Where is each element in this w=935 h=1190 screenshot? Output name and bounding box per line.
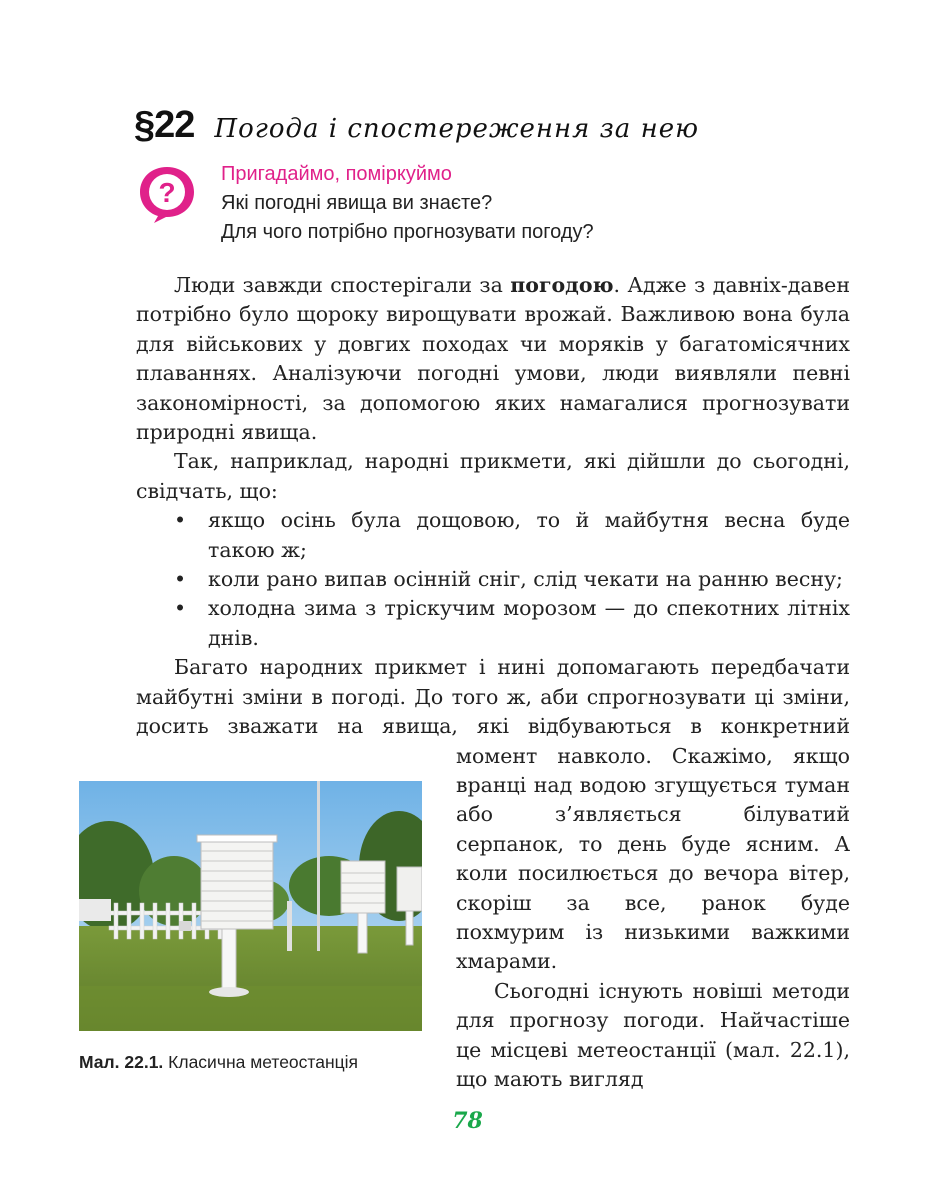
list-item — [136, 506, 850, 565]
list-item-text: коли рано випав осінній сніг, слід чекати на ранню весну; — [208, 567, 843, 592]
paragraph: Так, наприклад, народні прикмети, які дійшли до сьогодні, свідчать, що: — [136, 449, 850, 503]
recall-question: Які погодні явища ви знаєте? — [221, 192, 493, 214]
figure-caption-text: Класична метеостанція — [163, 1052, 359, 1072]
list-item — [136, 594, 850, 653]
paragraph-text: Багато народних прикмет і нині допомагають передбачати майбутні зміни в погоді. До того ж, аби спрогнозувати ці зміни, досить зважати на явища, які відбуваються в конкретний момент навколо. Скажімо, якщо вранці над водою згущується туман або з’являється білуватий серпанок, то день буде ясним. А коли посилюється до вечора вітер, скоріш за все, ранок буде похмурим із низькими важкими хмарами. — [136, 655, 850, 974]
svg-text:?: ? — [158, 177, 176, 208]
folk-signs-list — [136, 506, 850, 653]
recall-block — [221, 160, 594, 247]
list-item-text: холодна зима з тріскучим морозом — до спекотних літніх днів. — [208, 596, 850, 650]
paragraph — [136, 653, 850, 976]
list-item — [136, 565, 850, 594]
paragraph-text: Люди завжди спостерігали за — [174, 273, 511, 297]
paragraph — [136, 271, 850, 447]
bullet: • — [174, 508, 187, 533]
bullet: • — [174, 567, 187, 592]
figure-spacer — [0, 769, 456, 1083]
section-number: §22 — [134, 104, 195, 146]
recall-title: Пригадаймо, поміркуймо — [221, 163, 452, 185]
recall-question: Для чого потрібно прогнозувати погоду? — [221, 221, 594, 243]
section-title: Погода і спостереження за нею — [214, 114, 699, 144]
question-mark-icon — [136, 163, 198, 225]
page-number: 78 — [452, 1108, 483, 1134]
term-weather: погодою — [510, 273, 614, 297]
section-header — [134, 104, 699, 147]
paragraph-text: . Адже з давніх-давен потрібно було щороку вирощувати врожай. Важливою вона була для військових у довгих походах чи моряків у багатомісячних плаваннях. Аналізуючи погодні умови, люди виявляли певні закономірності, за допомогою яких намагалися прогнозувати природні явища. — [136, 273, 850, 445]
list-item-text: якщо осінь була дощовою, то й майбутня весна буде такою ж; — [208, 508, 850, 562]
bullet: • — [174, 596, 187, 621]
figure-label: Мал. 22.1. — [79, 1052, 164, 1072]
paragraph: Сьогодні існують новіші методи для прогнозу погоди. Найчастіше це місцеві метеостанції (мал. 22.1), що мають вигляд — [456, 978, 850, 1091]
main-text — [136, 271, 850, 1094]
